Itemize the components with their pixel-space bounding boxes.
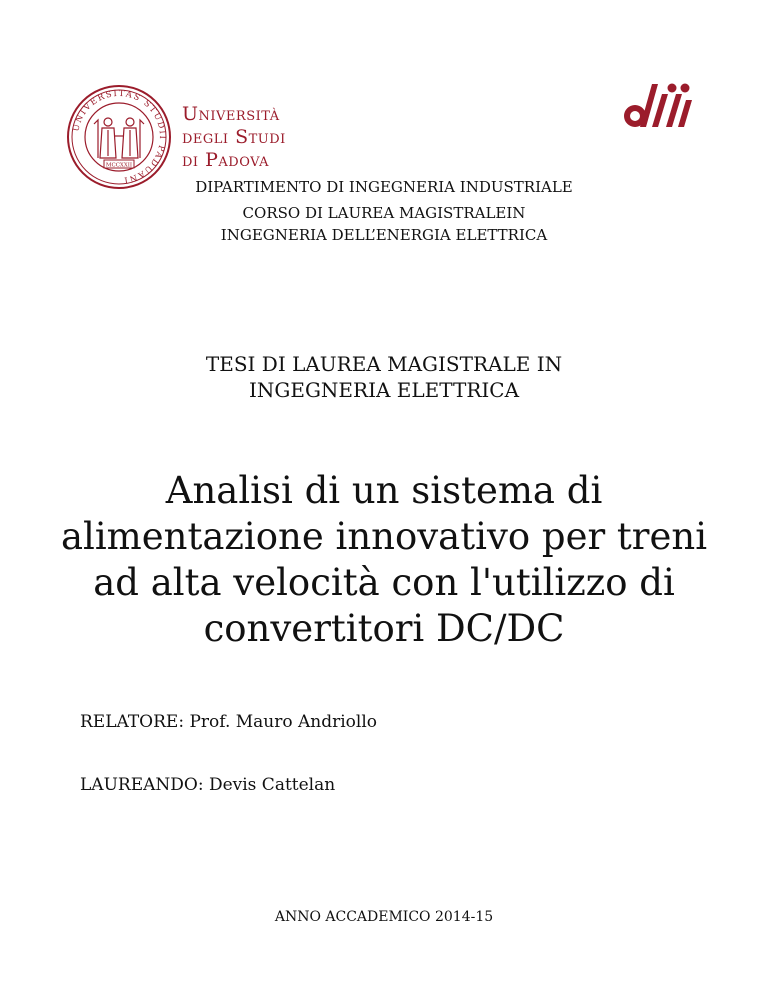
thesis-title-line: alimentazione innovativo per treni: [60, 515, 708, 558]
thesis-type-line-2: INGEGNERIA ELETTRICA: [248, 378, 520, 402]
thesis-title-line: ad alta velocità con l'utilizzo di: [93, 561, 675, 604]
university-name-line: degli Studi: [182, 126, 286, 148]
svg-text:UNIVERSITAS STUDII PADUANI: UNIVERSITAS STUDII PADUANI: [71, 88, 168, 185]
thesis-title-line: convertitori DC/DC: [203, 607, 565, 650]
thesis-title-line: Analisi di un sistema di: [165, 469, 603, 512]
university-name-line: di Padova: [182, 149, 270, 171]
thesis-title: [40, 468, 728, 652]
svg-text:MCCXXII: MCCXXII: [105, 162, 133, 169]
course-line-1: CORSO DI LAUREA MAGISTRALEIN: [242, 204, 526, 222]
thesis-type-line-1: TESI DI LAUREA MAGISTRALE IN: [205, 352, 563, 376]
academic-year: ANNO ACCADEMICO 2014-15: [274, 909, 494, 925]
student: LAUREANDO: Devis Cattelan: [80, 775, 336, 795]
university-seal-logo: [66, 84, 172, 190]
university-name-line: Università: [182, 103, 280, 125]
university-name: [182, 103, 286, 172]
course-line-2: INGEGNERIA DELL’ENERGIA ELETTRICA: [220, 226, 548, 244]
supervisor: RELATORE: Prof. Mauro Andriollo: [80, 712, 378, 732]
department-name: DIPARTIMENTO DI INGEGNERIA INDUSTRIALE: [195, 178, 573, 196]
department-logo: [622, 82, 694, 138]
